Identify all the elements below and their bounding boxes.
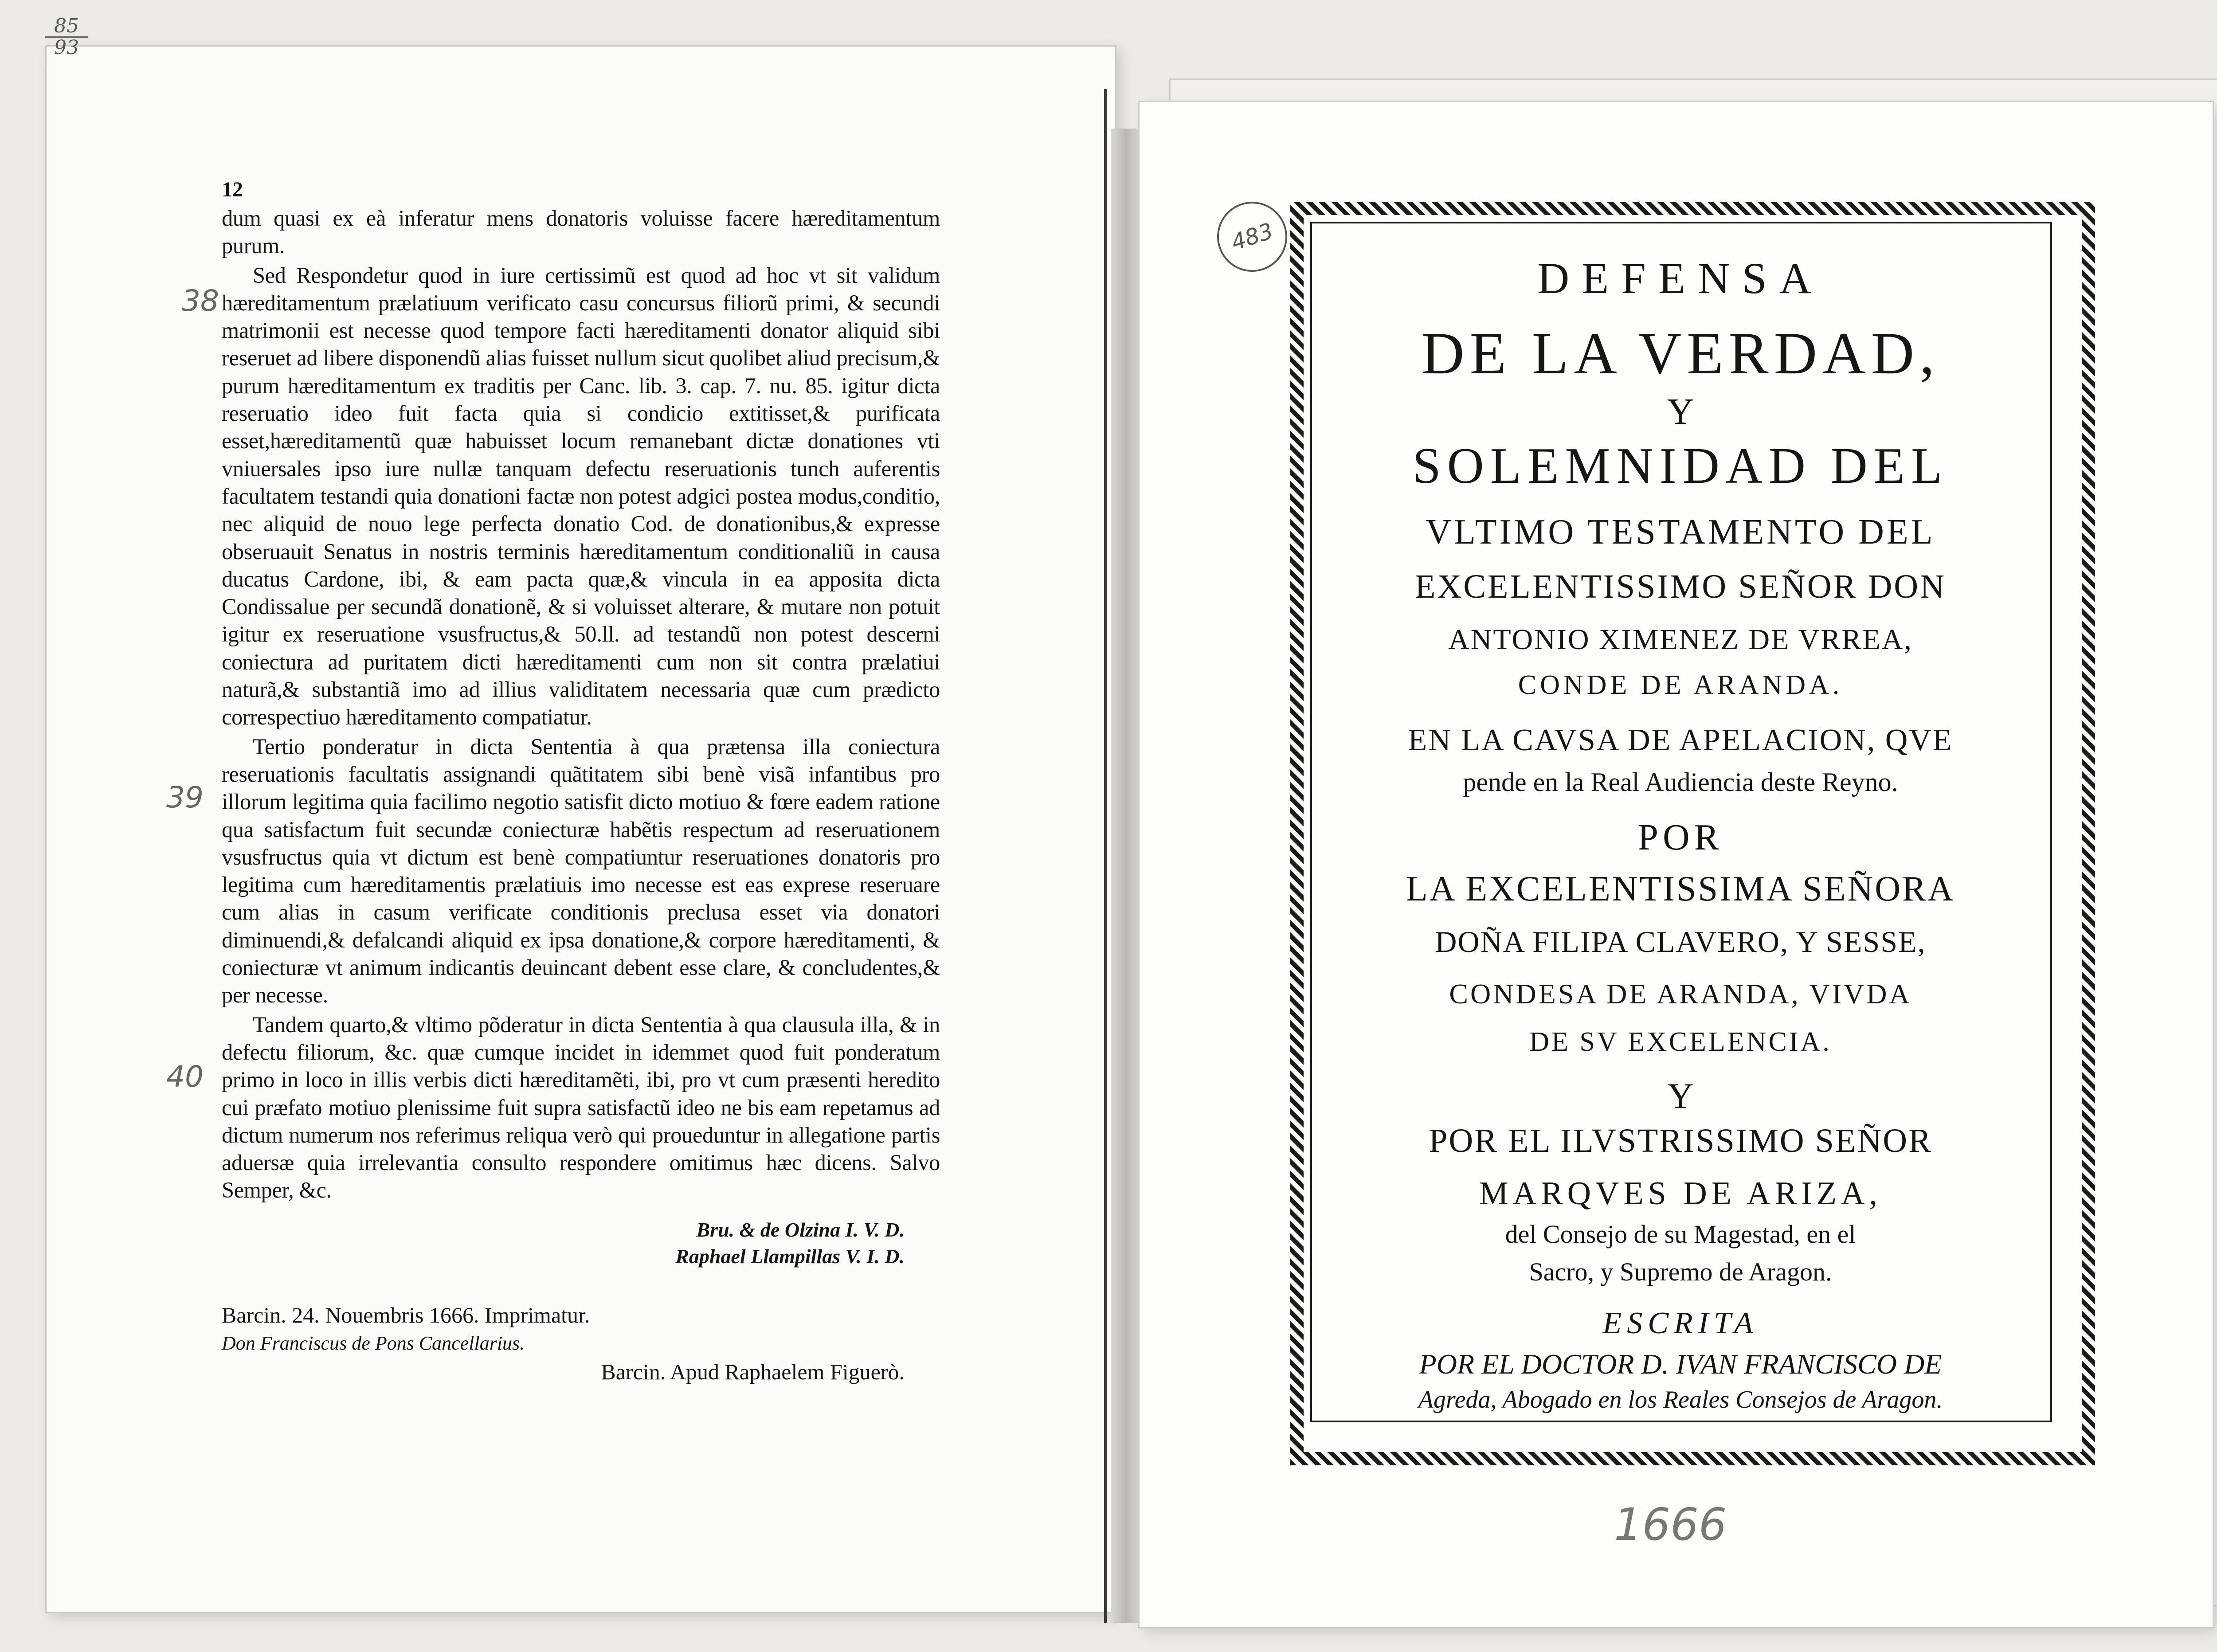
spine-seam	[1104, 89, 1107, 1623]
paragraph: dum quasi ex eà inferatur mens donatoris voluisse facere hæreditamentum purum.	[222, 206, 940, 258]
title-line: EN LA CAVSA DE APELACION, QVE	[1408, 723, 1953, 757]
latin-text-block	[222, 177, 940, 1386]
title-line: SOLEMNIDAD DEL	[1412, 438, 1949, 494]
cancellarius-line: Don Franciscus de Pons Cancellarius.	[222, 1332, 525, 1354]
title-line: POR	[1637, 817, 1723, 858]
paragraph: Tertio ponderatur in dicta Sententia à qua prætensa illa coniectura reseruationis facultatis assignandi quãtitatem sibi benè visã infantibus pro illorum legitima quia facilimo negotio satisfit dicto motiuo & fœre eadem ratione qua satisfactum fuit secundæ coniecturæ habẽtis respectum ad reseruationem vsusfructus quia vt dictum est benè compatiuntur reseruationes donatoris pro legitima cum hæreditamentis prælatiuis imo necesse est eas exprese reseruare cum alias in casum verificate conditionis preclusa esset via donatori diminuendi,& defalcandi aliquid ex ipsa donatione,& corpore hæreditamenti, & coniecturæ vt animum indicantis deuincant debent esse clare, & concludentes,& per necesse.	[222, 734, 940, 1008]
title-line: Agreda, Abogado en los Reales Consejos de Aragon.	[1418, 1386, 1943, 1413]
imprimatur-line: Barcin. 24. Nouembris 1666. Imprimatur.	[222, 1302, 590, 1327]
margin-number: 40	[166, 1060, 204, 1094]
title-line: Sacro, y Supremo de Aragon.	[1529, 1257, 1832, 1286]
title-line: EXCELENTISSIMO SEÑOR DON	[1415, 568, 1946, 605]
title-line: MARQVES DE ARIZA,	[1479, 1175, 1882, 1212]
title-line: ESCRITA	[1602, 1306, 1759, 1340]
margin-number: 39	[166, 780, 204, 814]
year-pencil-note: 1666	[1614, 1499, 1727, 1550]
title-line: CONDESA DE ARANDA, VIVDA	[1449, 978, 1912, 1010]
title-line: CONDE DE ARANDA.	[1518, 670, 1843, 700]
title-line: del Consejo de su Magestad, en el	[1505, 1220, 1856, 1249]
page-number: 12	[222, 178, 243, 201]
paragraph: Sed Respondetur quod in iure certissimũ est quod ad hoc vt sit validum hæreditamentum prælatiuum verificato casu concursus filiorũ primi, & secundi matrimonii est necesse quod tempore facti hæreditamenti donator aliquid sibi reseruet ad libere disponendũ alias fuisset nullum sicut quolibet aliud precisum,& purum hæreditamentum ex traditis per Canc. lib. 3. cap. 7. nu. 85. igitur dicta reseruatio ideo fuit facta quia si condicio extitisset,& purificata esset,hæreditamentũ quæ habuisset locum remanebant dictæ donationes vti vniuersales ipso iure nullæ tanquam defectu reseruationis tunch auferentis facultatem testandi quia donationi factæ non potest adgici postea modus,conditio, nec aliquid de nouo lege perfecta donatio Cod. de donationibus,& expresse obseruauit Senatus in nostris terminis hæreditamentum conditionaliũ in causa ducatus Cardone, ibi, & eam pacta quæ,& vincula in ea apposita dicta Condissalue per secundã donationẽ, & si voluisset alterare, & mutare non potuit igitur ex reseruatione vsusfructus,& 50.ll. ad testandũ non potest descerni coniectura ad puritatem dicti hæreditamenti cum non sit contra prælatiui naturã,& substantiã imo ad illius validitatem necessaria quæ cum prædicto correspectiuo hæreditamento compatiatur.	[222, 262, 940, 730]
title-line: Y	[1667, 391, 1694, 432]
title-line: DEFENSA	[1537, 254, 1824, 303]
title-line: pende en la Real Audiencia deste Reyno.	[1463, 767, 1898, 797]
title-line: Y	[1667, 1076, 1694, 1116]
paragraph: Tandem quarto,& vltimo põderatur in dicta Sententia à qua clausula illa, & in defectu filiorum, &c. quæ cumque incidet in idemmet quod fuit ponderatum primo in loco in illis verbis dicti hæreditamẽti, ibi, pro vt cum præsenti heredito cui præfato motiuo plenissime fuit supra satisfactũ ideo ne bis eam repetamus ad dictum numerum nos referimus reliqua verò qui proueduntur in allegatione partis aduersæ quia irrelevantia consulto respondere omitimus hæc dicens. Salvo Semper, &c.	[222, 1012, 940, 1203]
folio-pencil-note	[40, 17, 93, 57]
margin-number: 38	[182, 284, 219, 318]
title-line: POR EL ILVSTRISSIMO SEÑOR	[1429, 1122, 1932, 1159]
title-line: ANTONIO XIMENEZ DE VRREA,	[1448, 623, 1913, 656]
title-line: DE LA VERDAD,	[1421, 321, 1940, 387]
title-line: POR EL DOCTOR D. IVAN FRANCISCO DE	[1419, 1348, 1942, 1380]
title-line: VLTIMO TESTAMENTO DEL	[1426, 513, 1935, 552]
folio-note-bottom: 93	[54, 36, 79, 59]
archive-number-circle: 483	[1208, 192, 1296, 281]
title-line: LA EXCELENTISSIMA SEÑORA	[1406, 869, 1955, 908]
printer-line: Barcin. Apud Raphaelem Figuerò.	[601, 1359, 905, 1384]
imprimatur-block	[222, 1301, 940, 1386]
signature: Raphael Llampillas V. I. D.	[675, 1245, 905, 1268]
title-line: DE SV EXCELENCIA.	[1529, 1027, 1832, 1057]
folio-note-top: 85	[54, 15, 79, 37]
signature: Bru. & de Olzina I. V. D.	[696, 1218, 905, 1241]
title-line: DOÑA FILIPA CLAVERO, Y SESSE,	[1435, 925, 1926, 959]
